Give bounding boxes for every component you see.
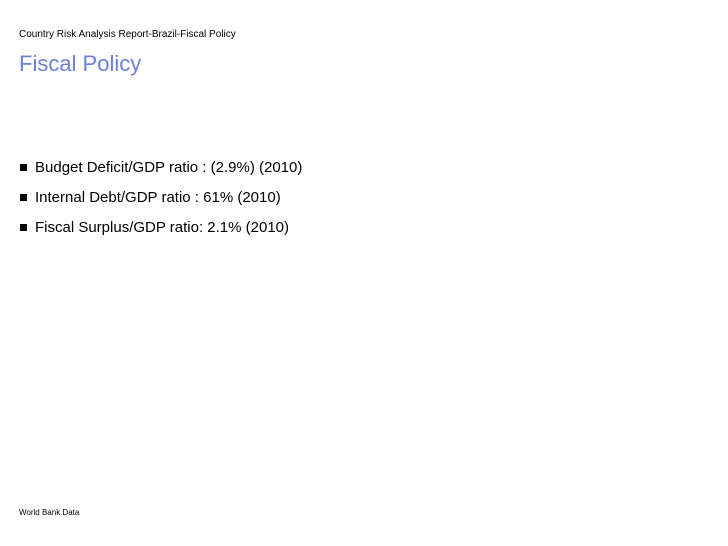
square-bullet-icon bbox=[20, 194, 27, 201]
bullet-item bbox=[19, 212, 302, 242]
footer-source: World Bank Data bbox=[19, 508, 80, 517]
bullet-text: Fiscal Surplus/GDP ratio: 2.1% (2010) bbox=[35, 218, 289, 236]
bullet-text: Internal Debt/GDP ratio : 61% (2010) bbox=[35, 188, 281, 206]
bullet-item bbox=[19, 182, 302, 212]
bullet-text: Budget Deficit/GDP ratio : (2.9%) (2010) bbox=[35, 158, 303, 176]
square-bullet-icon bbox=[20, 164, 27, 171]
header-caption: Country Risk Analysis Report-Brazil-Fiscal Policy bbox=[19, 29, 236, 40]
slide-title: Fiscal Policy bbox=[19, 51, 142, 76]
bullet-list bbox=[19, 152, 302, 242]
square-bullet-icon bbox=[20, 224, 27, 231]
bullet-item bbox=[19, 152, 302, 182]
